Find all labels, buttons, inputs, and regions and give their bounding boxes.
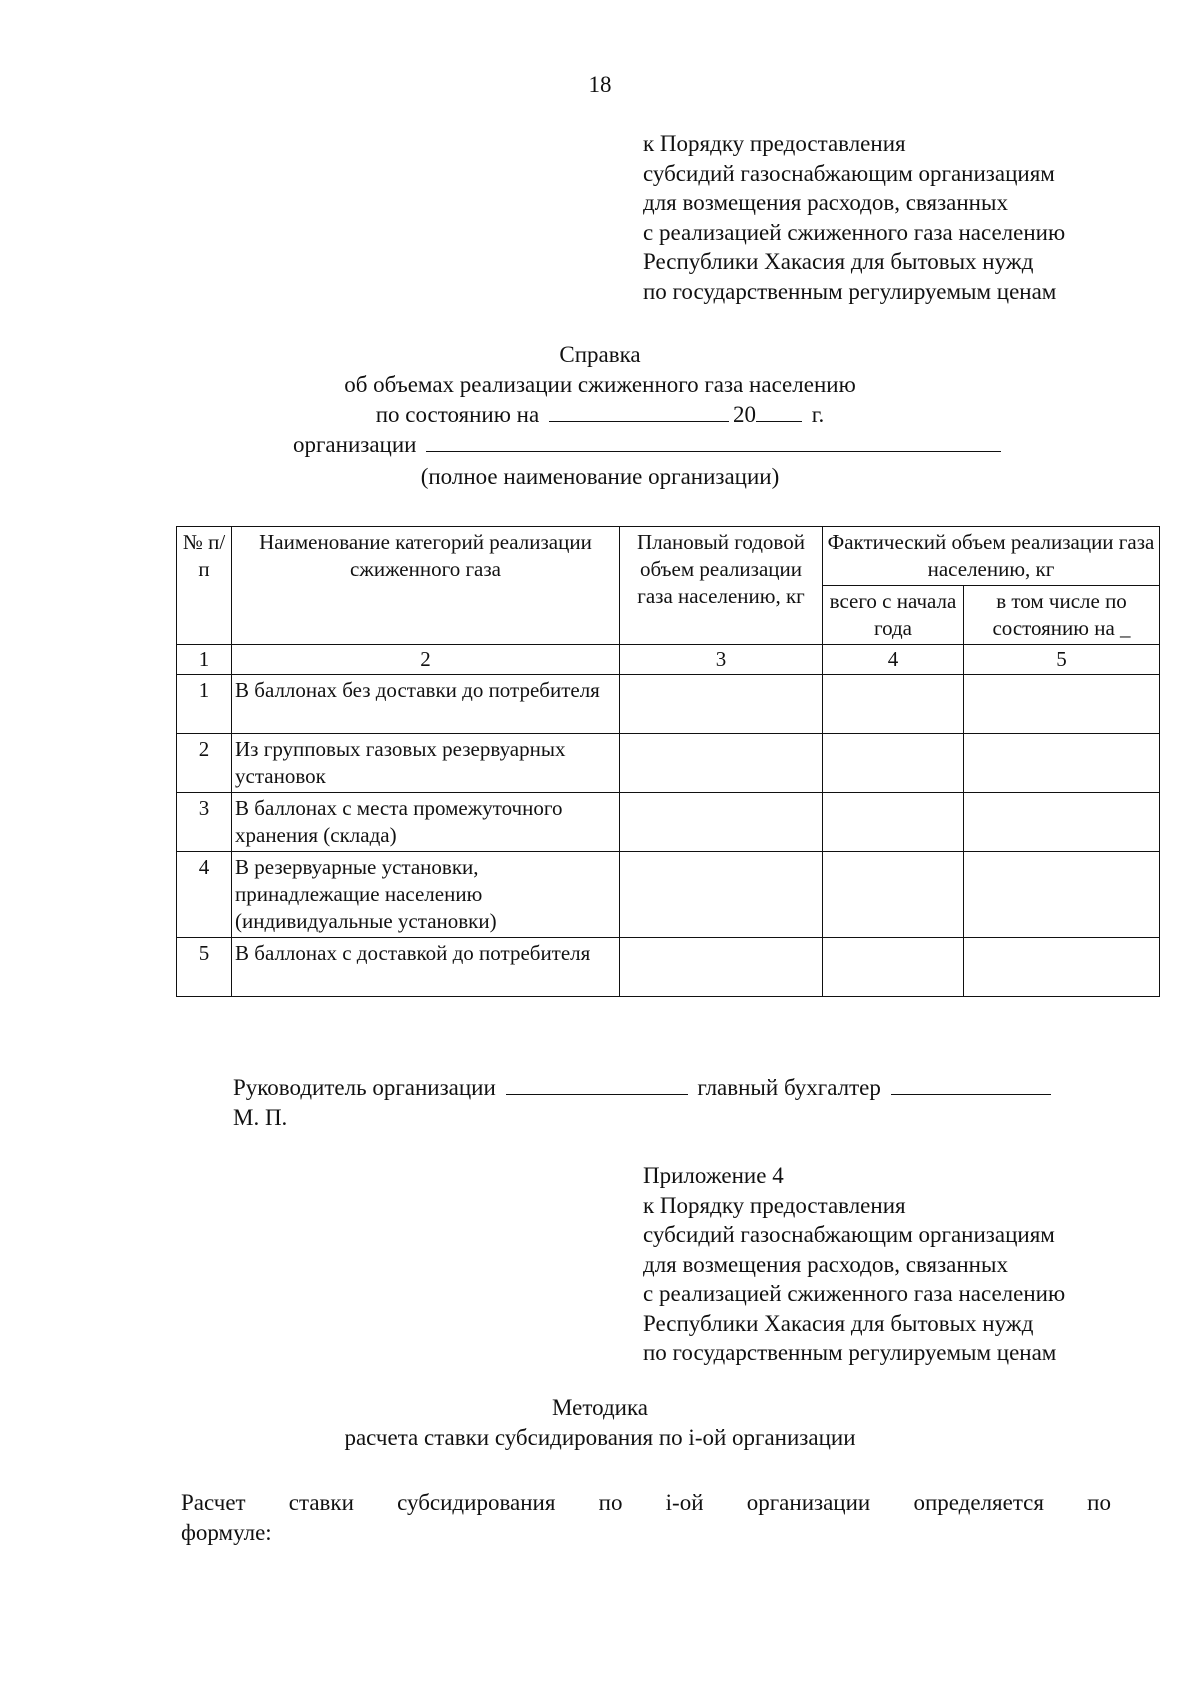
actual-as-of-cell[interactable] xyxy=(964,734,1160,793)
appendix4-line: Республики Хакасия для бытовых нужд xyxy=(643,1310,1034,1336)
row-number: 1 xyxy=(177,675,232,734)
row-number: 4 xyxy=(177,852,232,938)
appendix4-line: с реализацией сжиженного газа населению xyxy=(643,1281,1066,1306)
head-label: Руководитель организации xyxy=(233,1075,496,1100)
reference-line: субсидий газоснабжающим организациям xyxy=(643,160,1055,186)
column-number-row xyxy=(177,645,1160,675)
actual-total-cell[interactable] xyxy=(823,734,964,793)
row-number: 3 xyxy=(177,793,232,852)
date-suffix: г. xyxy=(811,402,825,427)
category-name: В баллонах с места промежуточного хранения (склада) xyxy=(232,793,620,852)
date-prefix: по состоянию на xyxy=(375,402,540,427)
appendix4-line: для возмещения расходов, связанных xyxy=(643,1251,1008,1277)
org-name-blank[interactable] xyxy=(426,450,1001,452)
form-date-line xyxy=(0,400,1200,430)
header-total-since-year-start: всего с начала года xyxy=(823,586,964,645)
header-category-name: Наименование категорий реализации сжиженного газа xyxy=(232,527,620,645)
header-row-number: № п/п xyxy=(177,527,232,645)
header-including-as-of: в том числе по состоянию на _ xyxy=(964,586,1160,645)
appendix4-line: к Порядку предоставления xyxy=(643,1192,906,1218)
planned-volume-cell[interactable] xyxy=(620,938,823,997)
actual-total-cell[interactable] xyxy=(823,938,964,997)
signature-line xyxy=(233,1073,1055,1103)
appendix4-line: Приложение 4 xyxy=(643,1163,784,1188)
org-line xyxy=(293,430,1005,460)
category-name: В баллонах без доставки до потребителя xyxy=(232,675,620,734)
reference-line: к Порядку предоставления xyxy=(643,131,906,156)
column-number: 5 xyxy=(964,645,1160,675)
table-row xyxy=(177,793,1160,852)
methodology-paragraph: Расчет ставки субсидирования по i-ой организации определяется по xyxy=(181,1490,1111,1515)
column-number: 4 xyxy=(823,645,964,675)
reference-line: по государственным регулируемым ценам xyxy=(643,278,1057,304)
category-name: В резервуарные установки, принадлежащие населению (индивидуальные установки) xyxy=(232,852,620,938)
reference-line: с реализацией сжиженного газа населению xyxy=(643,219,1066,245)
head-signature-blank[interactable] xyxy=(506,1093,688,1095)
actual-as-of-cell[interactable] xyxy=(964,852,1160,938)
planned-volume-cell[interactable] xyxy=(620,793,823,852)
date-year: 20 xyxy=(732,402,756,427)
appendix4-reference-block xyxy=(643,1161,1065,1368)
actual-as-of-cell[interactable] xyxy=(964,793,1160,852)
planned-volume-cell[interactable] xyxy=(620,675,823,734)
table-row xyxy=(177,938,1160,997)
actual-total-cell[interactable] xyxy=(823,793,964,852)
form-title: Справка xyxy=(559,342,641,367)
org-label: организации xyxy=(293,432,417,457)
planned-volume-cell[interactable] xyxy=(620,852,823,938)
year-blank[interactable] xyxy=(756,420,802,422)
actual-as-of-cell[interactable] xyxy=(964,938,1160,997)
table-row xyxy=(177,675,1160,734)
date-blank[interactable] xyxy=(549,420,729,422)
actual-total-cell[interactable] xyxy=(823,675,964,734)
header-planned-volume: Плановый годовой объем реализации газа населению, кг xyxy=(620,527,823,645)
category-name: Из групповых газовых резервуарных установок xyxy=(232,734,620,793)
sales-volume-table xyxy=(176,526,1160,997)
actual-as-of-cell[interactable] xyxy=(964,675,1160,734)
form-subtitle: об объемах реализации сжиженного газа населению xyxy=(344,372,856,397)
stamp-placeholder: М. П. xyxy=(233,1105,288,1130)
row-number: 2 xyxy=(177,734,232,793)
appendix4-line: по государственным регулируемым ценам xyxy=(643,1340,1057,1365)
accountant-signature-blank[interactable] xyxy=(891,1093,1051,1095)
methodology-paragraph-end: формуле: xyxy=(181,1520,272,1545)
accountant-label: главный бухгалтер xyxy=(697,1075,881,1100)
methodology-title: Методика xyxy=(552,1395,648,1420)
header-actual-volume: Фактический объем реализации газа населению, кг xyxy=(823,527,1160,586)
table-header-row xyxy=(177,527,1160,586)
column-number: 3 xyxy=(620,645,823,675)
column-number: 1 xyxy=(177,645,232,675)
table-row xyxy=(177,852,1160,938)
category-name: В баллонах с доставкой до потребителя xyxy=(232,938,620,997)
org-hint: (полное наименование организации) xyxy=(420,464,780,489)
actual-total-cell[interactable] xyxy=(823,852,964,938)
planned-volume-cell[interactable] xyxy=(620,734,823,793)
reference-line: Республики Хакасия для бытовых нужд xyxy=(643,249,1034,274)
methodology-subtitle: расчета ставки субсидирования по i-ой организации xyxy=(344,1425,856,1450)
row-number: 5 xyxy=(177,938,232,997)
table-row xyxy=(177,734,1160,793)
appendix4-line: субсидий газоснабжающим организациям xyxy=(643,1222,1055,1247)
reference-line: для возмещения расходов, связанных xyxy=(643,190,1008,215)
page-number: 18 xyxy=(588,72,612,97)
appendix-reference-block xyxy=(643,129,1065,306)
column-number: 2 xyxy=(232,645,620,675)
